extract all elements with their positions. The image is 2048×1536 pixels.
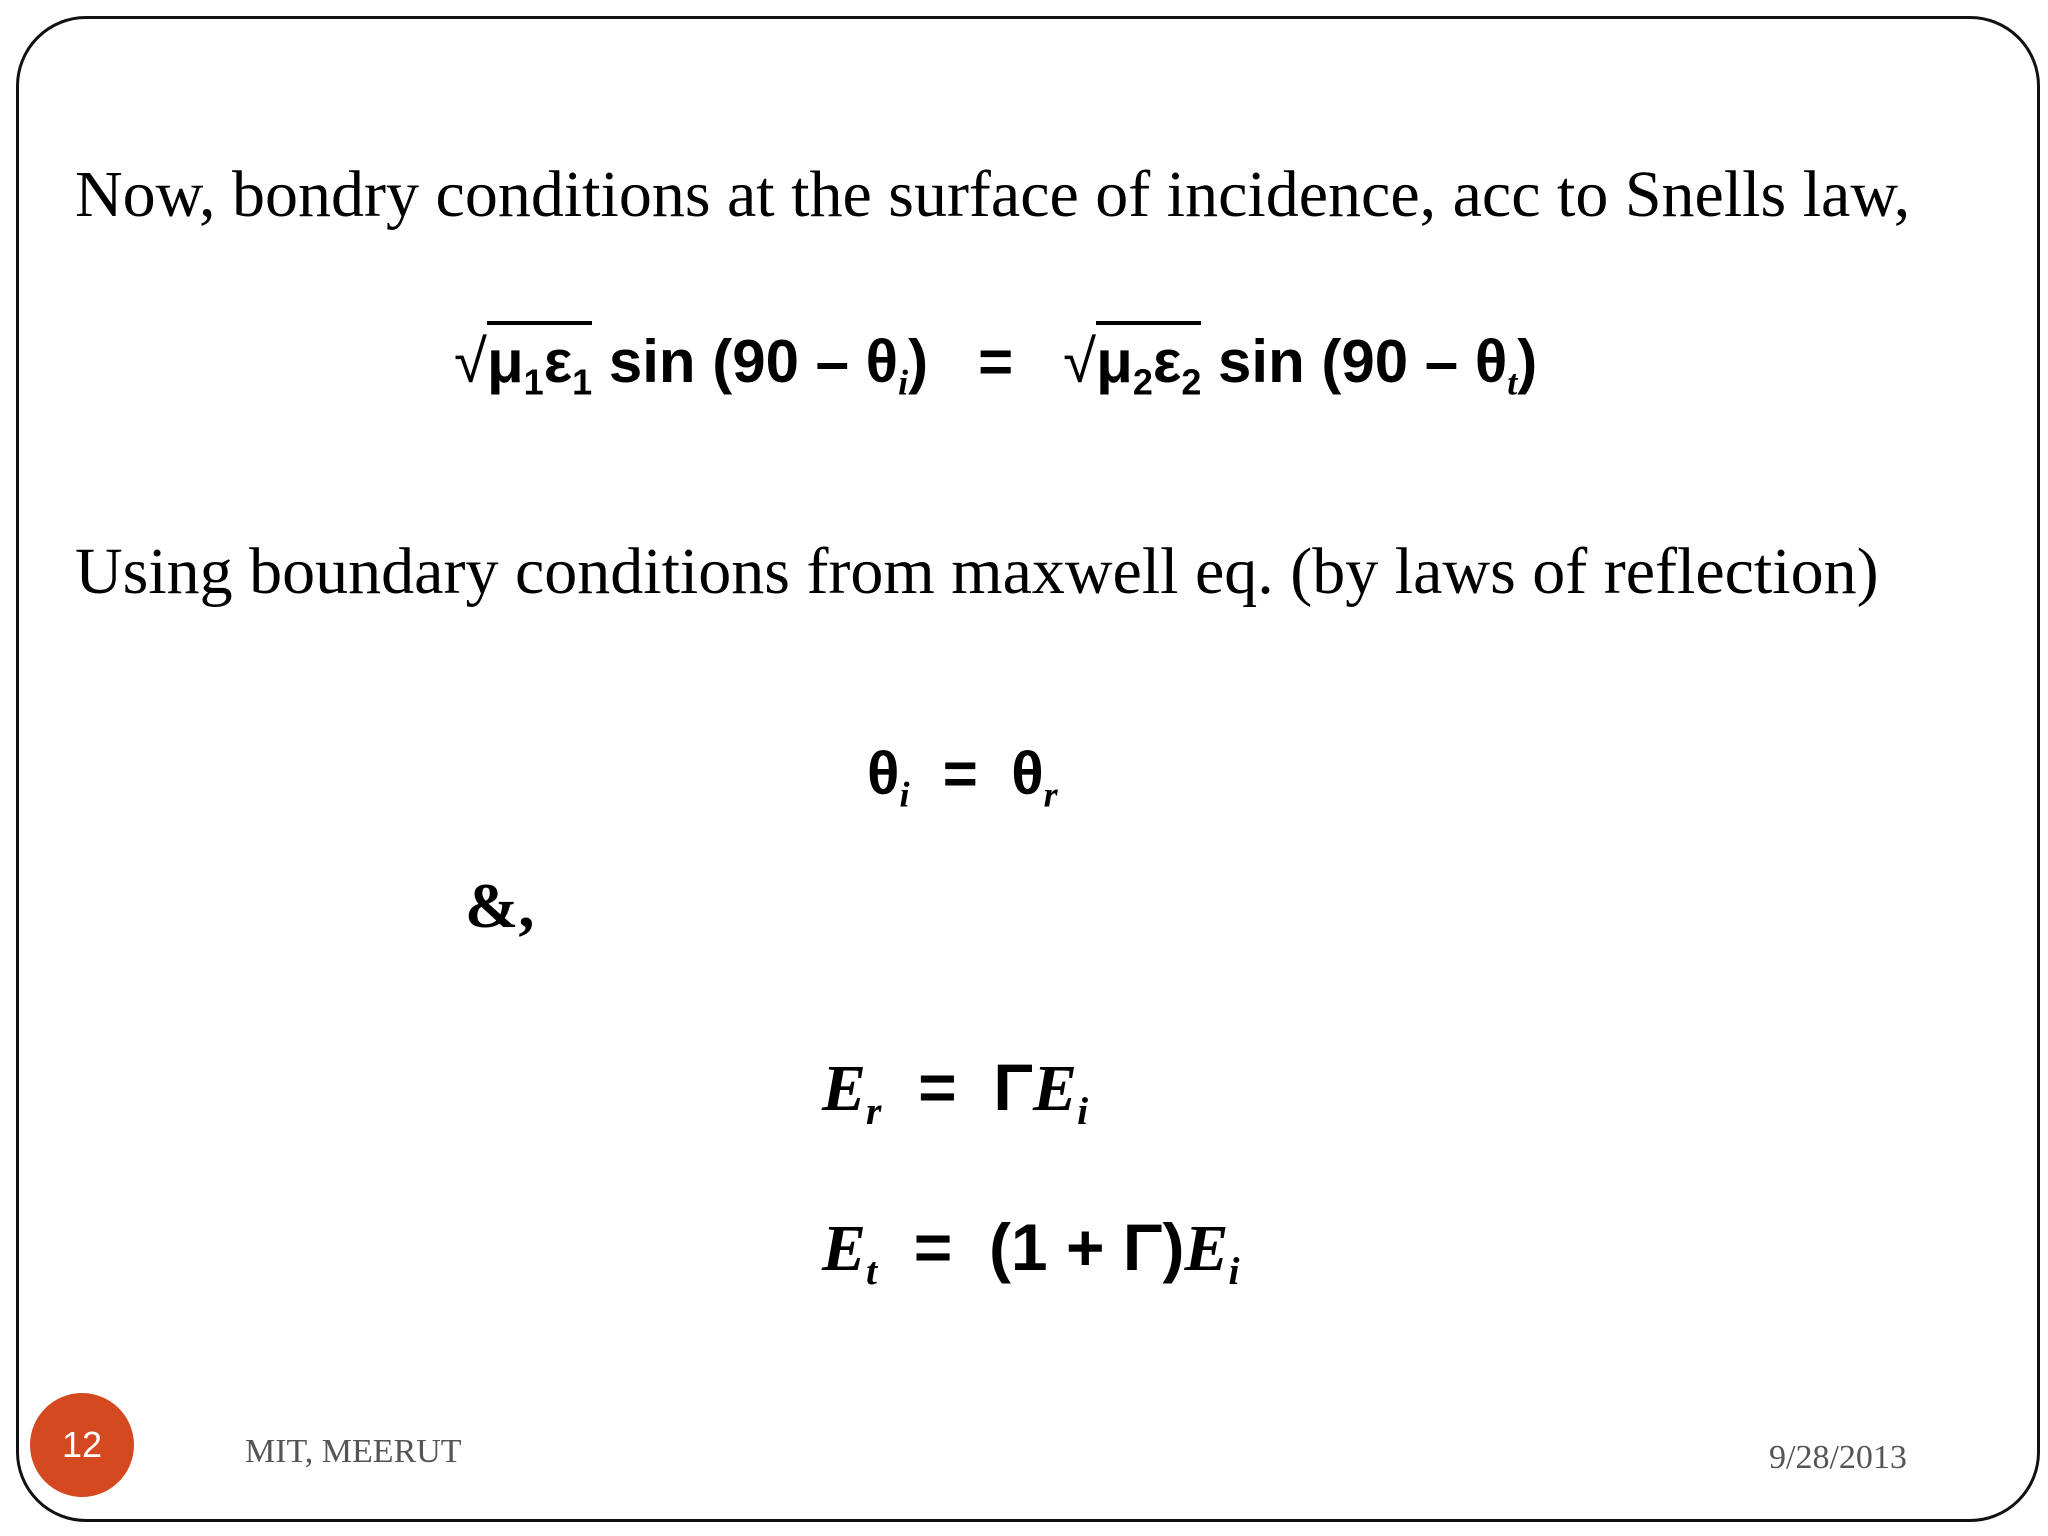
slide	[16, 16, 2040, 1522]
equals-sign: =	[978, 328, 1014, 395]
sqrt-symbol: √	[454, 328, 487, 395]
rhs-sine: sin (90 – θ	[1218, 328, 1508, 395]
sqrt-term-2: $\mu_2\varepsilon_2$	[1096, 321, 1201, 404]
institution-label: MIT, MEERUT	[245, 1433, 462, 1470]
boundary-text: Using boundary conditions from maxwell eq. (by laws of reflection)	[75, 535, 1879, 608]
sqrt-term-1: $\mu_1\varepsilon_1$	[487, 321, 592, 404]
date-label: 9/28/2013	[1769, 1439, 1907, 1476]
snell-law-equation: $√\mu_1\varepsilon_1$ $\sin (90 - \theta_i)$ = $√\mu_2\varepsilon_2$ $\sin (90 - \theta_t)$	[454, 321, 1537, 404]
intro-text: Now, bondry conditions at the surface of incidence, acc to Snells law,	[75, 158, 1911, 231]
lhs-sine: sin (90 – θ	[608, 328, 899, 395]
slide-number-badge: 12	[30, 1393, 134, 1497]
sqrt-symbol: √	[1063, 328, 1097, 395]
transmission-equation: $E_t = (1 + \Gamma)E_i$	[822, 1210, 1240, 1293]
ampersand-text: &,	[465, 870, 535, 941]
reflection-equation: $E_r = \Gamma E_i$	[822, 1050, 1089, 1133]
angle-equation: $\theta_i = \theta_r$	[867, 740, 1058, 815]
